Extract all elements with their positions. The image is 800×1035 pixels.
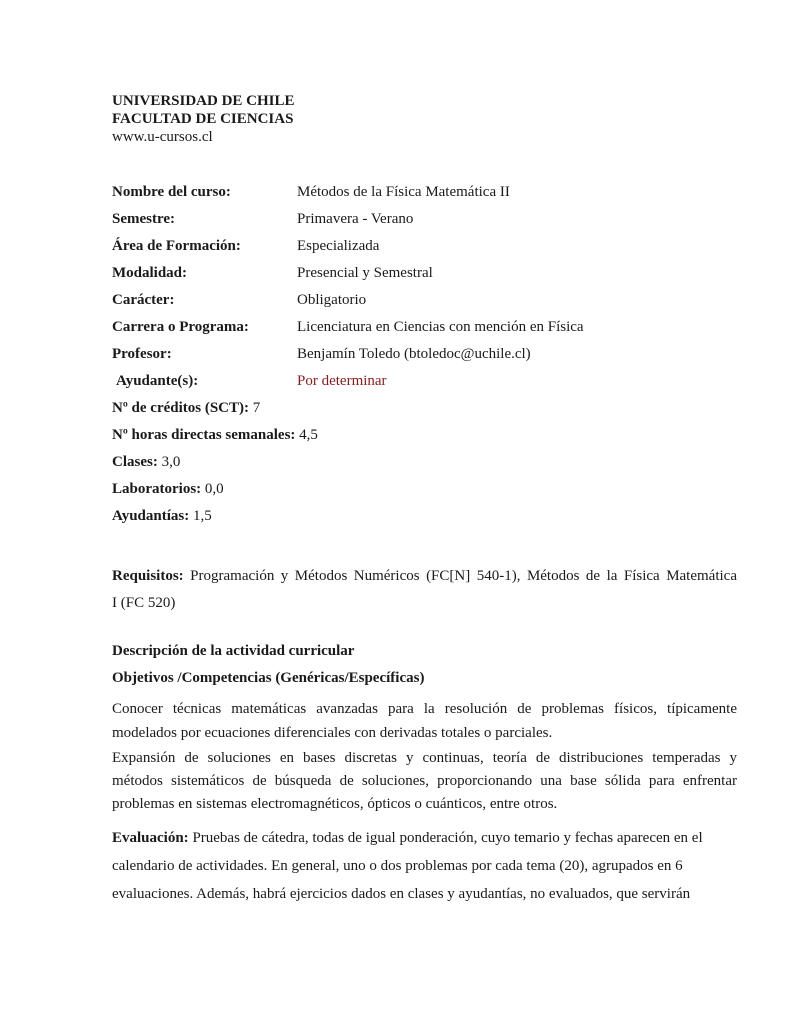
- ayudantias-row: [112, 508, 212, 525]
- area-label: Área de Formación:: [112, 238, 241, 254]
- objetivos-heading: Objetivos /Competencias (Genéricas/Específicas): [112, 670, 425, 686]
- website: www.u-cursos.cl: [112, 129, 213, 145]
- laboratorios-label: Laboratorios:: [112, 481, 202, 497]
- evaluacion-text-1: Pruebas de cátedra, todas de igual ponderación, cuyo temario y fechas aparecen en el: [192, 830, 703, 846]
- evaluacion-line-2: calendario de actividades. En general, uno o dos problemas por cada tema (20), agrupados en 6: [112, 858, 683, 874]
- horas-label: Nº horas directas semanales:: [112, 427, 296, 443]
- semestre-value: Primavera - Verano: [297, 211, 414, 227]
- horas-value: 4,5: [299, 427, 318, 443]
- modalidad-label: Modalidad:: [112, 265, 188, 281]
- horas-row: [112, 427, 318, 444]
- evaluacion-line-1: [112, 824, 737, 852]
- profesor-value: Benjamín Toledo (btoledoc@uchile.cl): [297, 346, 531, 362]
- objetivos-paragraph-1: [112, 697, 737, 745]
- evaluacion-paragraph: [112, 824, 737, 908]
- profesor-label: Profesor:: [112, 346, 172, 362]
- nombre-label: Nombre del curso:: [112, 184, 231, 200]
- descripcion-heading: Descripción de la actividad curricular: [112, 643, 355, 659]
- carrera-label: Carrera o Programa:: [112, 319, 249, 335]
- requisitos-text-1: Programación y Métodos Numéricos (FC[N] 540-1), Métodos de la Física Matemática: [190, 568, 737, 584]
- ayudantias-value: 1,5: [193, 508, 212, 524]
- objetivos-p1-line-1: Conocer técnicas matemáticas avanzadas para la resolución de problemas físicos, típicamente: [112, 701, 737, 717]
- ayudante-label: Ayudante(s):: [116, 373, 199, 389]
- university-name: UNIVERSIDAD DE CHILE: [112, 93, 295, 109]
- clases-value: 3,0: [161, 454, 181, 470]
- ayudantias-label: Ayudantías:: [112, 508, 190, 524]
- clases-row: [112, 454, 180, 471]
- objetivos-p1-line-2: modelados por ecuaciones diferenciales con derivadas totales o parciales.: [112, 725, 553, 741]
- objetivos-paragraph-2: [112, 747, 737, 816]
- requisitos-label: Requisitos:: [112, 568, 184, 584]
- carrera-value: Licenciatura en Ciencias con mención en Física: [297, 319, 584, 335]
- requisitos-line-2: I (FC 520): [112, 595, 176, 611]
- requisitos-line-1: [112, 563, 737, 590]
- area-value: Especializada: [297, 238, 380, 254]
- modalidad-value: Presencial y Semestral: [297, 265, 433, 281]
- caracter-value: Obligatorio: [297, 292, 367, 308]
- evaluacion-line-3: evaluaciones. Además, habrá ejercicios dados en clases y ayudantías, no evaluados, que servirán: [112, 886, 691, 902]
- requisitos-paragraph: [112, 563, 737, 617]
- creditos-row: [112, 400, 260, 417]
- evaluacion-label: Evaluación:: [112, 830, 189, 846]
- nombre-value: Métodos de la Física Matemática II: [297, 184, 510, 200]
- caracter-label: Carácter:: [112, 292, 175, 308]
- creditos-label: Nº de créditos (SCT):: [112, 400, 250, 416]
- objetivos-p2-line-2: métodos sistemáticos de búsqueda de soluciones, proporcionando una base sólida para enfrentar: [112, 773, 737, 789]
- laboratorios-value: 0,0: [204, 481, 224, 497]
- objetivos-p2-line-1: Expansión de soluciones en bases discretas y continuas, teoría de distribuciones temperadas y: [112, 750, 737, 766]
- laboratorios-row: [112, 481, 224, 498]
- clases-label: Clases:: [112, 454, 158, 470]
- semestre-label: Semestre:: [112, 211, 176, 227]
- objetivos-p2-line-3: problemas en sistemas electromagnéticos, ópticos o cuánticos, entre otros.: [112, 796, 558, 812]
- creditos-value: 7: [252, 400, 261, 416]
- ayudante-value: Por determinar: [297, 373, 387, 389]
- faculty-name: FACULTAD DE CIENCIAS: [112, 111, 294, 127]
